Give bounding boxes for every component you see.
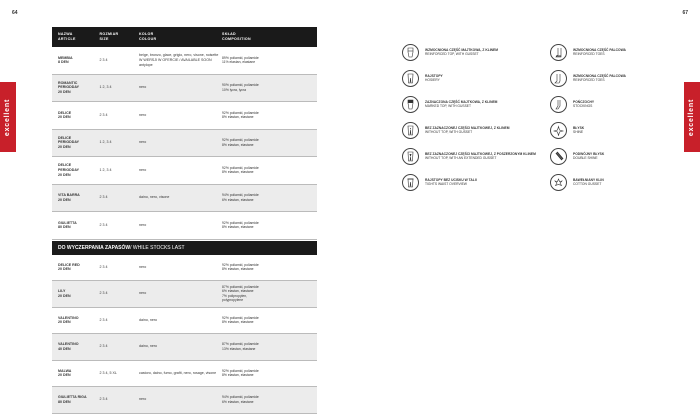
article-cell: MEMBIA 8 DEN [58,55,73,65]
tights-waist-icon [402,174,419,191]
composition-cell: 90% poliamid, poliamide 10% lycra, lycra [222,83,259,92]
legend-item [402,120,550,140]
colour-cell: nero [139,222,147,227]
table-row [52,75,317,103]
table-header [52,27,317,47]
table-row [52,212,317,240]
composition-cell: 92% poliamid, poliamide 8% elastan, elastane [222,220,259,230]
table-row [52,387,317,414]
legend-text: PODWÓJNY BŁYSK DOUBLE SHINE [573,151,605,160]
article-cell: MALWA 20 DEN [58,368,72,378]
legend-item [550,42,642,62]
table-row [52,130,317,158]
colour-cell: nero [139,167,147,172]
size-cell: 2 3 4 [99,222,108,227]
composition-cell: 87% poliamid, poliamide 13% elastan, elastane [222,342,259,351]
article-cell: LILY 20 DEN [58,289,71,298]
size-cell: 2 3 4, 5 XL [99,370,117,375]
article-cell: VALENTINO 40 DEN [58,342,79,351]
product-table [52,27,317,414]
article-cell: ROMANTIC PERIODDAY 20 DEN [58,80,80,95]
section-while-stocks-last: DO WYCZERPANIA ZAPASÓW / WHILE STOCKS LAST [52,241,317,255]
composition-cell: 92% poliamid, poliamide 8% elastan, elastane [222,262,259,272]
composition-cell: 92% poliamid, poliamide 8% elastan, elastane [222,138,259,147]
article-cell: VITA BARRA 20 DEN [58,193,80,202]
size-cell: 1 2, 3 4 [99,85,112,90]
legend-item [402,172,550,192]
composition-cell: 92% poliamid, poliamide 8% elastan, elastane [222,315,259,325]
legend-text: WZMOCNIONA CZĘŚĆ PALCOWA REINFORCED TOES [573,73,626,82]
composition-cell: 92% poliamid, poliamide 8% elastan, elastane [222,368,259,378]
stockings-icon [550,96,567,113]
header-colour: KOLOR COLOUR [139,32,157,41]
legend-text: RAJSTOPY BEZ UCISKU W TALII TIGHTS WAIST OVERVIEW [425,177,477,186]
composition-cell: 87% poliamid, poliamide 6% elastan, elastane 7% polipropylen, polypropylene [222,284,259,303]
no-top-extended-gusset-icon [402,148,419,165]
side-tab-label: excellent [4,98,12,136]
page-number-right: 67 [682,10,688,16]
table-row [52,334,317,361]
colour-cell: daino, nero [139,317,158,322]
legend-text: WZMOCNIONA CZĘŚĆ MAJTKOWA, Z KLINEM REINFORCED TOP, WITH GUSSET [425,47,498,56]
colour-cell: daino, nero, visone [139,195,170,200]
table-row [52,47,317,75]
composition-cell: 92% poliamid, poliamide 8% elastan, elastane [222,165,259,175]
colour-cell: nero [139,140,147,145]
cotton-gusset-icon [550,174,567,191]
size-cell: 2 3 4 [99,264,108,269]
table-row [52,281,317,308]
reinforced-toe-icon [550,44,567,61]
table-row [52,361,317,388]
size-cell: 2 3 4 [99,57,108,62]
page-number-left: 64 [12,10,18,16]
legend-text: BŁYSK SHINE [573,125,585,134]
table-row [52,255,317,282]
article-cell: GIULIETTA 80 DEN [58,220,77,230]
hosiery-icon [402,70,419,87]
composition-cell: 92% poliamid, poliamide 8% elastan, elastane [222,110,259,120]
no-top-icon [402,122,419,139]
legend-text: RAJSTOPY HOSIERY [425,73,443,82]
legend-item [550,172,642,192]
article-cell: DELICE PERIODDAY 20 DEN [58,135,80,150]
colour-cell: castoro, daino, fumo, grafit, nero, rosage, visone [139,370,217,375]
legend-text: POŃCZOCHY STOCKINGS [573,99,595,108]
composition-cell: 94% poliamid, poliamide 6% elastan, elastane [222,395,259,404]
colour-cell: beige, bronzo, glace, grigio, nero, visone, noisette W WERSJI W OFERCIE / AVAILABLE SOON antylope [139,53,219,67]
double-shine-icon [550,148,567,165]
size-cell: 2 3 4 [99,317,108,322]
legend-item [402,94,550,114]
colour-cell: nero [139,112,147,117]
side-tab-right [684,82,700,152]
size-cell: 1 2, 3 4 [99,140,112,145]
size-cell: 2 3 4 [99,112,108,117]
legend-text: ZAZNACZONA CZĘŚĆ MAJTKOWA, Z KLINEM MARKED TOP, WITH GUSSET [425,99,498,108]
colour-cell: nero [139,264,147,269]
size-cell: 2 3 4 [99,397,108,402]
article-cell: GIULIETTA RIGA 80 DEN [58,395,87,404]
size-cell: 1 2, 3 4 [99,167,112,172]
colour-cell: daino, nero [139,344,158,349]
legend-text: BEZ ZAZNACZONEJ CZĘŚCI MAJTKOWEJ, Z POSZERZONYM KLINEM WITHOUT TOP, WITH AN EXTENDED GUSSET [425,151,536,160]
size-cell: 2 3 4 [99,291,108,296]
size-cell: 2 3 4 [99,195,108,200]
header-composition: SKŁAD COMPOSITION [222,32,251,41]
legend-item [402,68,550,88]
table-row [52,185,317,213]
article-cell: DELICE PERIODDAY 20 DEN [58,163,80,177]
legend-item [402,42,550,62]
legend-item [550,68,642,88]
legend-item [402,146,550,166]
header-article: NAZWA ARTICLE [58,32,76,41]
table-row [52,157,317,185]
legend-text: BAWEŁNIANY KLIN COTTON GUSSET [573,177,604,186]
article-cell: VALENTINO 20 DEN [58,315,79,325]
composition-cell: 94% poliamid, poliamide 6% elastan, elastane [222,193,259,202]
colour-cell: nero [139,291,147,296]
legend-item [550,146,642,166]
legend-item [550,94,642,114]
reinforced-toes-icon [550,70,567,87]
header-size: ROZMIAR SIZE [99,32,119,41]
legend-text: WZMOCNIONA CZĘŚĆ PALCOWA REINFORCED TOES [573,47,626,56]
composition-cell: 89% poliamid, poliamide 11% elastan, elastane [222,55,259,65]
article-cell: DELICE 20 DEN [58,110,72,120]
reinforced-toe-gusset-icon [402,44,419,61]
size-cell: 2 3 4 [99,344,108,349]
table-row [52,102,317,130]
shiny-icon [550,122,567,139]
side-tab-label: excellent [688,98,696,136]
colour-cell: nero [139,85,147,90]
marked-top-icon [402,96,419,113]
legend-text: BEZ ZAZNACZONEJ CZĘŚCI MAJTKOWEJ, Z KLINEM WITHOUT TOP, WITH GUSSET [425,125,510,134]
table-row [52,308,317,335]
side-tab-left [0,82,16,152]
legend-item [550,120,642,140]
legend [402,42,642,192]
colour-cell: nero [139,397,147,402]
article-cell: DELICE RED 20 DEN [58,262,80,272]
